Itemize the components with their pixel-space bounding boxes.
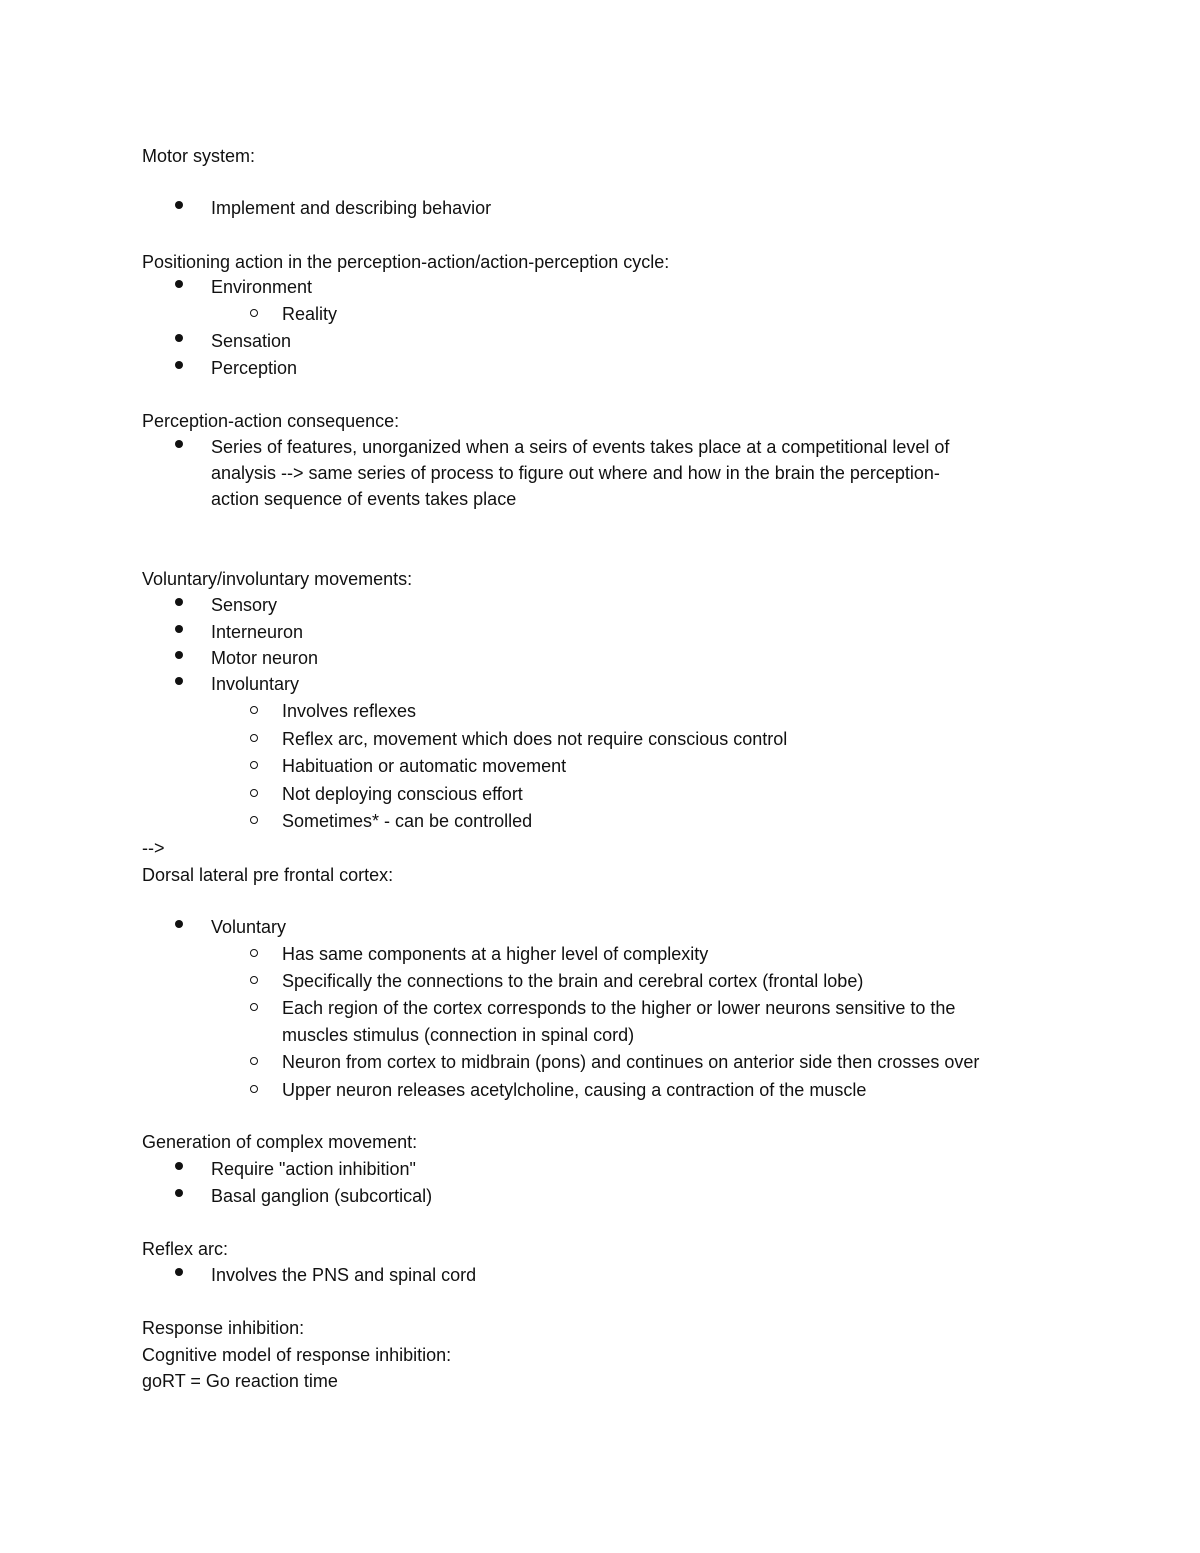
list-item: Perception [211,358,298,378]
list-item: Environment [211,277,313,297]
list-item: Sensory [211,595,278,615]
sub-bullet-icon [250,1003,258,1011]
bullet-icon [175,361,183,369]
bullet-icon [175,1162,183,1170]
heading-motor-system: Motor system: [142,146,256,166]
list-item: Sensation [211,331,292,351]
list-item: Motor neuron [211,648,319,668]
sub-list-item: Upper neuron releases acetylcholine, causing a contraction of the muscle [282,1080,867,1100]
sub-list-item-line: Each region of the cortex corresponds to the higher or lower neurons sensitive to the [282,998,956,1018]
sub-bullet-icon [250,761,258,769]
bullet-icon [175,677,183,685]
sub-bullet-icon [250,1085,258,1093]
sub-bullet-icon [250,949,258,957]
heading-reflex-arc: Reflex arc: [142,1239,229,1259]
bullet-icon [175,201,183,209]
list-item: Implement and describing behavior [211,198,492,218]
heading-dlpfc: Dorsal lateral pre frontal cortex: [142,865,394,885]
sub-bullet-icon [250,734,258,742]
sub-bullet-icon [250,1057,258,1065]
sub-bullet-icon [250,816,258,824]
sub-list-item: Reality [282,304,338,324]
bullet-icon [175,280,183,288]
definition-line: goRT = Go reaction time [142,1371,338,1391]
sub-list-item: Neuron from cortex to midbrain (pons) and continues on anterior side then crosses over [282,1052,980,1072]
bullet-icon [175,1189,183,1197]
list-item-line: action sequence of events takes place [211,489,517,509]
bullet-icon [175,1268,183,1276]
bullet-icon [175,920,183,928]
heading-cognitive-model: Cognitive model of response inhibition: [142,1345,452,1365]
sub-list-item: Specifically the connections to the brain and cerebral cortex (frontal lobe) [282,971,864,991]
bullet-icon [175,334,183,342]
list-item: Voluntary [211,917,287,937]
heading-consequence: Perception-action consequence: [142,411,400,431]
list-item-line: Series of features, unorganized when a seirs of events takes place at a competitional level of [211,437,950,457]
sub-bullet-icon [250,309,258,317]
bullet-icon [175,440,183,448]
heading-voluntary-involuntary: Voluntary/involuntary movements: [142,569,413,589]
list-item: Involuntary [211,674,300,694]
sub-bullet-icon [250,976,258,984]
heading-response-inhibition: Response inhibition: [142,1318,305,1338]
sub-list-item: Sometimes* - can be controlled [282,811,533,831]
list-item: Require "action inhibition" [211,1159,416,1179]
list-item-line: analysis --> same series of process to figure out where and how in the brain the perception- [211,463,940,483]
sub-list-item: Involves reflexes [282,701,417,721]
arrow-text: --> [142,838,165,858]
sub-bullet-icon [250,789,258,797]
sub-bullet-icon [250,706,258,714]
heading-complex-movement: Generation of complex movement: [142,1132,418,1152]
sub-list-item-line: muscles stimulus (connection in spinal cord) [282,1025,635,1045]
sub-list-item: Has same components at a higher level of complexity [282,944,709,964]
bullet-icon [175,625,183,633]
sub-list-item: Reflex arc, movement which does not require conscious control [282,729,788,749]
list-item: Basal ganglion (subcortical) [211,1186,433,1206]
heading-positioning: Positioning action in the perception-action/action-perception cycle: [142,252,670,272]
bullet-icon [175,651,183,659]
sub-list-item: Not deploying conscious effort [282,784,523,804]
list-item: Involves the PNS and spinal cord [211,1265,477,1285]
sub-list-item: Habituation or automatic movement [282,756,567,776]
list-item: Interneuron [211,622,304,642]
bullet-icon [175,598,183,606]
